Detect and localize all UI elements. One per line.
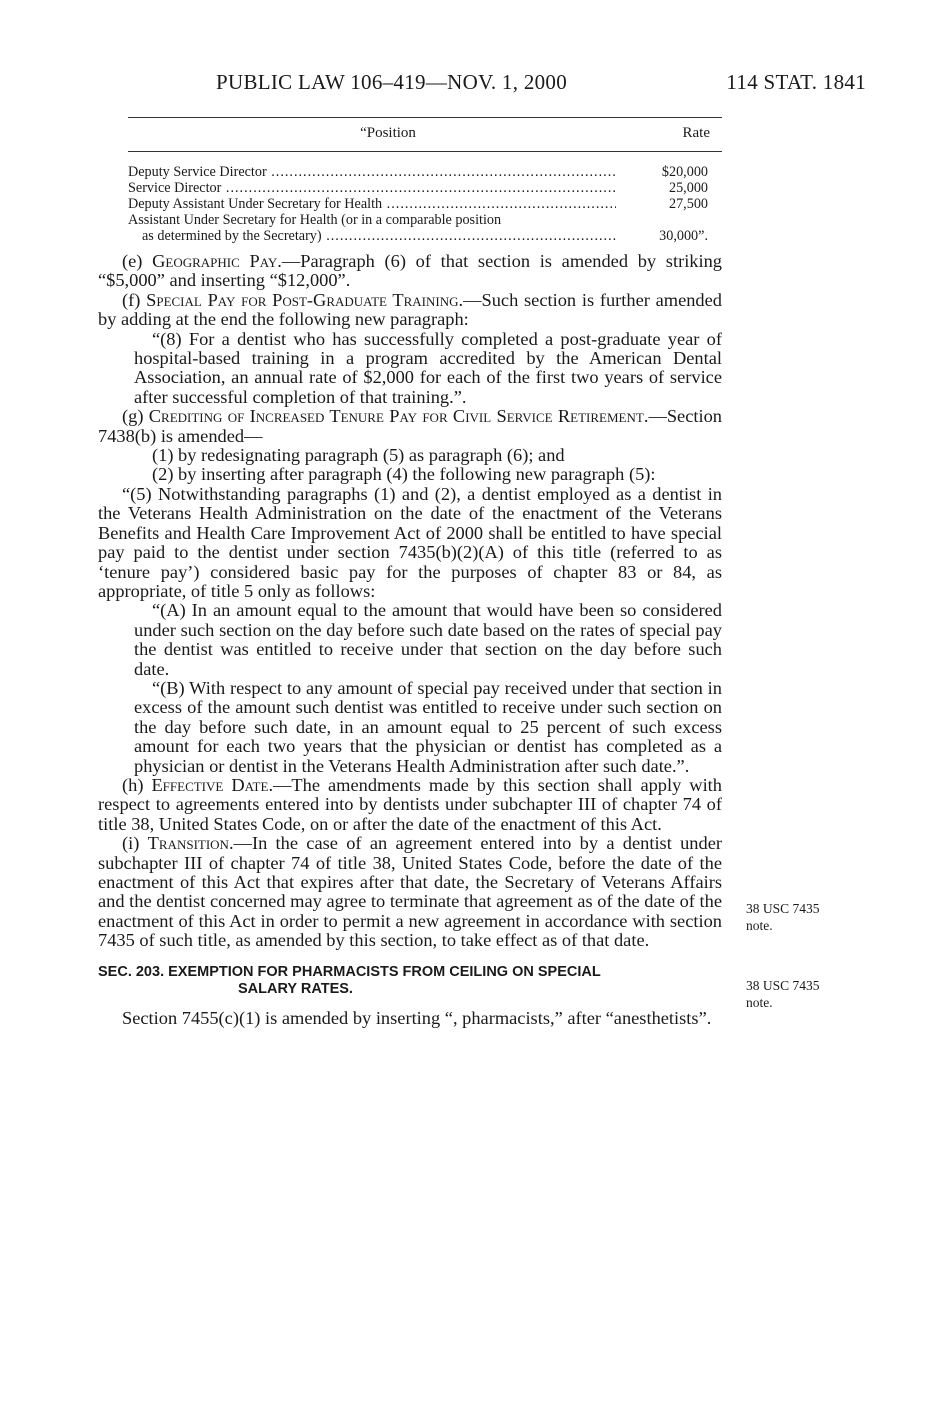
margin-note-label: note. bbox=[746, 995, 773, 1010]
paragraph-g-2: (2) by inserting after paragraph (4) the following new paragraph (5): bbox=[152, 464, 656, 485]
column-header-rate: Rate bbox=[682, 125, 710, 141]
margin-note-citation: 38 USC 7435 bbox=[746, 901, 820, 916]
subsection-text: .—Section 7438(b) is amended— bbox=[98, 406, 722, 446]
quoted-paragraph-8: “(8) For a dentist who has successfully completed a post-graduate year of hospital-based training in a program accredited by the American Dental Association, an annual rate of $2,000 for each of the first two years of service after successful completion of that training.”. bbox=[134, 328, 722, 407]
table-cell-position: Assistant Under Secretary for Health (or in a comparable position bbox=[128, 212, 502, 228]
table-cell-position: Deputy Service Director ..... bbox=[128, 164, 616, 180]
table-cell-rate: 30,000”. bbox=[659, 228, 708, 244]
header-stat-page: 114 STAT. 1841 bbox=[726, 70, 866, 94]
subsection-text: .—Such section is further amended by adding at the end the following new paragraph: bbox=[98, 289, 722, 330]
subsection-heading: Geographic Pay bbox=[152, 251, 278, 271]
document-body bbox=[98, 252, 722, 1028]
subsection-text: .—The amendments made by this section shall apply with respect to agreements entered into by dentists under subchapter III of chapter 74 of title 38, United States Code, on or after the date of the enactment of this Act. bbox=[98, 774, 722, 834]
page-header bbox=[96, 70, 866, 98]
paragraph-g-1: (1) by redesignating paragraph (5) as paragraph (6); and bbox=[152, 445, 565, 466]
subsection-h bbox=[98, 776, 722, 834]
section-heading-line: SALARY RATES. bbox=[238, 980, 353, 997]
subsection-label: (g) bbox=[122, 406, 144, 427]
table-row bbox=[128, 180, 722, 196]
table-cell-position: Deputy Assistant Under Secretary for Health ..... bbox=[128, 196, 616, 212]
section-heading bbox=[98, 964, 722, 998]
quoted-subparagraph-a: “(A) In an amount equal to the amount that would have been so considered under such section on the day before such date based on the rates of special pay the dentist was entitled to receive under that section on the day before such date. bbox=[134, 600, 722, 679]
section-text: Section 7455(c)(1) is amended by inserting “, pharmacists,” after “anesthetists”. bbox=[122, 1007, 712, 1028]
subsection-heading: Crediting of Increased Tenure Pay for Civil Service Retirement bbox=[148, 406, 644, 427]
margin-note bbox=[746, 977, 856, 1011]
subsection-heading: Effective Date bbox=[151, 774, 269, 795]
subsection-g bbox=[98, 407, 722, 446]
quoted-subparagraph-b: “(B) With respect to any amount of special pay received under that section in excess of the amount such dentist was entitled to receive under such section on the day before such date, in an amount equal to 25 percent of such excess amount for each two years that the physician or dentist has completed as a physician or dentist in the Veterans Health Administration after such date.”. bbox=[134, 677, 722, 776]
subsection-label: (f) bbox=[122, 289, 141, 310]
subsection-e bbox=[98, 252, 722, 291]
column-header-position: “Position bbox=[360, 125, 416, 141]
header-title: PUBLIC LAW 106–419—NOV. 1, 2000 bbox=[216, 70, 568, 94]
table-cell-position: as determined by the Secretary) ..... bbox=[142, 228, 616, 244]
subsection-label: (e) bbox=[122, 251, 143, 271]
subsection-text: .—In the case of an agreement entered into by a dentist under subchapter III of chapter 74 of title 38, United States Code, before the date of the enactment of this Act that expires after that date, the Secretary of Veterans Affairs and the dentist concerned may agree to terminate that agreement as of the date of the enactment of this Act in order to permit a new agreement in accordance with section 7435 of such title, as amended by this section, to take effect as of that date. bbox=[98, 833, 722, 951]
subsection-label: (h) bbox=[122, 774, 144, 795]
subsection-text: .—Paragraph (6) of that section is amended by striking “$5,000” and inserting “$12,000”. bbox=[98, 251, 722, 291]
table-body bbox=[128, 152, 722, 244]
quoted-paragraph-5: “(5) Notwithstanding paragraphs (1) and (2), a dentist employed as a dentist in the Veterans Health Administration on the date of the enactment of the Veterans Benefits and Health Care Improvement Act of 2000 shall be entitled to have special pay paid to the dentist under section 7435(b)(2)(A) of this title (referred to as ‘tenure pay’) considered basic pay for the purposes of chapter 83 or 84, as appropriate, of title 5 only as follows: bbox=[98, 483, 722, 601]
table-header bbox=[128, 118, 722, 151]
table-row bbox=[128, 212, 722, 228]
margin-note bbox=[746, 900, 856, 934]
table-row bbox=[128, 164, 722, 180]
subsection-heading: Transition bbox=[147, 833, 229, 854]
table-cell-rate: 27,500 bbox=[668, 196, 708, 212]
subsection-heading: Special Pay for Post-Graduate Training bbox=[146, 289, 459, 310]
table-cell-rate: $20,000 bbox=[661, 164, 708, 180]
table-row bbox=[128, 228, 722, 244]
table-cell-position: Service Director ..... bbox=[128, 180, 616, 196]
margin-note-citation: 38 USC 7435 bbox=[746, 978, 820, 993]
rate-table bbox=[128, 117, 722, 244]
table-cell-rate: 25,000 bbox=[668, 180, 708, 196]
section-heading-line: SEC. 203. EXEMPTION FOR PHARMACISTS FROM CEILING ON SPECIAL bbox=[98, 963, 601, 980]
table-row bbox=[128, 196, 722, 212]
margin-note-label: note. bbox=[746, 918, 773, 933]
subsection-label: (i) bbox=[122, 833, 140, 854]
subsection-f bbox=[98, 291, 722, 330]
subsection-i bbox=[98, 834, 722, 950]
